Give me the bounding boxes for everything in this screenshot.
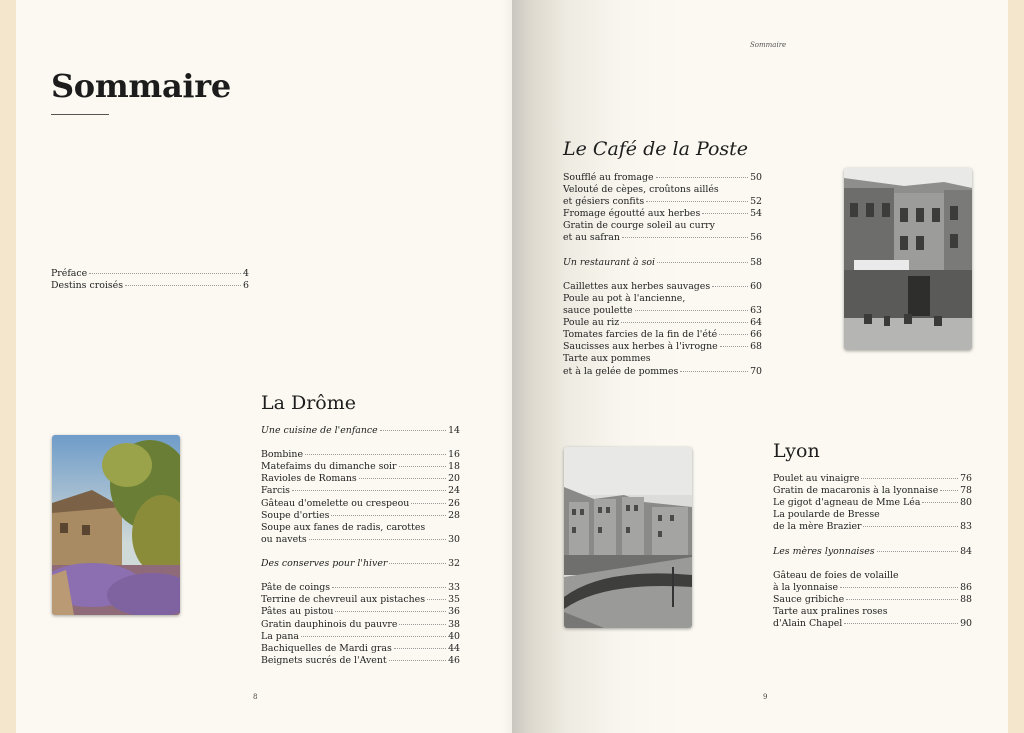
left-page xyxy=(16,0,512,733)
toc-spacer xyxy=(261,570,460,582)
toc-leader xyxy=(394,648,446,649)
toc-entry-title: Gâteau de foies de volaille xyxy=(773,569,899,581)
toc-entry[interactable] xyxy=(261,425,460,437)
toc-page-number: 30 xyxy=(448,533,460,545)
toc-entry[interactable] xyxy=(773,606,972,618)
toc-page-number: 86 xyxy=(960,581,972,593)
toc-entry[interactable] xyxy=(773,485,972,497)
toc-entry-title: Terrine de chevreuil aux pistaches xyxy=(261,594,426,606)
toc-page-number: 38 xyxy=(448,618,460,630)
toc-entry[interactable] xyxy=(261,522,460,534)
toc-entry-title: et au safran xyxy=(563,232,620,244)
toc-page-number: 46 xyxy=(448,654,460,666)
toc-front-matter xyxy=(51,268,249,292)
toc-leader xyxy=(301,636,446,637)
toc-page-number: 83 xyxy=(960,521,972,533)
toc-entry[interactable] xyxy=(773,473,972,485)
toc-entry-title: Tarte aux pommes xyxy=(563,353,651,365)
toc-entry[interactable] xyxy=(773,618,972,630)
toc-page-number: 63 xyxy=(750,305,762,317)
toc-entry-title: Poule au riz xyxy=(563,317,620,329)
toc-entry[interactable] xyxy=(51,280,249,292)
toc-entry-title: Tarte aux pralines roses xyxy=(773,606,888,618)
toc-entry[interactable] xyxy=(563,305,762,317)
toc-entry-title: Soupe d'orties xyxy=(261,509,330,521)
toc-entry-title: Destins croisés xyxy=(51,280,124,292)
toc-drome xyxy=(261,425,460,667)
toc-entry[interactable] xyxy=(261,619,460,631)
toc-entry[interactable] xyxy=(563,172,762,184)
toc-entry-title: Bombine xyxy=(261,449,304,461)
toc-entry[interactable] xyxy=(773,546,972,558)
toc-leader xyxy=(399,466,447,467)
toc-entry[interactable] xyxy=(563,317,762,329)
toc-entry[interactable] xyxy=(261,558,460,570)
toc-leader xyxy=(719,334,748,335)
page-title: Sommaire xyxy=(51,67,231,105)
toc-page-number: 32 xyxy=(448,558,460,570)
toc-entry-title: La pana xyxy=(261,630,300,642)
toc-entry[interactable] xyxy=(261,594,460,606)
photo-lyon-bridge xyxy=(564,447,692,628)
toc-entry[interactable] xyxy=(773,594,972,606)
toc-spacer xyxy=(773,533,972,545)
toc-entry-title: Beignets sucrés de l'Avent xyxy=(261,654,387,666)
toc-page-number: 26 xyxy=(448,497,460,509)
toc-lyon xyxy=(773,473,972,630)
toc-page-number: 24 xyxy=(448,485,460,497)
toc-page-number: 66 xyxy=(750,329,762,341)
toc-entry-title: Pâte de coings xyxy=(261,582,331,594)
toc-page-number: 80 xyxy=(960,497,972,509)
toc-leader xyxy=(89,273,241,274)
toc-entry-title: Saucisses aux herbes à l'ivrogne xyxy=(563,341,718,353)
toc-page-number: 84 xyxy=(960,545,972,557)
toc-page-number: 36 xyxy=(448,606,460,618)
folio-right: 9 xyxy=(763,693,768,701)
toc-page-number: 18 xyxy=(448,461,460,473)
toc-leader xyxy=(305,454,446,455)
toc-leader xyxy=(125,285,241,286)
toc-entry-title: Velouté de cèpes, croûtons aillés xyxy=(563,184,719,196)
toc-leader xyxy=(399,624,446,625)
toc-spacer xyxy=(563,269,762,281)
toc-leader xyxy=(861,478,958,479)
toc-entry[interactable] xyxy=(563,257,762,269)
toc-leader xyxy=(680,371,748,372)
toc-leader xyxy=(331,515,446,516)
toc-entry-title: La poularde de Bresse xyxy=(773,509,880,521)
toc-leader xyxy=(846,599,958,600)
toc-entry[interactable] xyxy=(261,461,460,473)
right-page xyxy=(512,0,1008,733)
toc-entry[interactable] xyxy=(261,631,460,643)
toc-entry[interactable] xyxy=(261,582,460,594)
toc-leader xyxy=(621,322,748,323)
toc-entry[interactable] xyxy=(773,521,972,533)
toc-spacer xyxy=(563,245,762,257)
toc-leader xyxy=(657,262,748,263)
section-title-cafe: Le Café de la Poste xyxy=(563,138,749,160)
toc-spacer xyxy=(773,558,972,570)
toc-entry-title: Soufflé au fromage xyxy=(563,172,654,183)
toc-entry[interactable] xyxy=(261,606,460,618)
toc-entry[interactable] xyxy=(773,570,972,582)
toc-entry[interactable] xyxy=(563,184,762,196)
toc-page-number: 40 xyxy=(448,630,460,642)
toc-page-number: 6 xyxy=(243,280,249,292)
toc-page-number: 64 xyxy=(750,317,762,329)
toc-entry[interactable] xyxy=(261,498,460,510)
toc-entry-title: Soupe aux fanes de radis, carottes xyxy=(261,521,426,533)
toc-leader xyxy=(720,346,748,347)
toc-page-number: 78 xyxy=(960,485,972,497)
toc-entry[interactable] xyxy=(261,655,460,667)
toc-entry-title: et gésiers confits xyxy=(563,196,645,208)
toc-leader xyxy=(389,660,446,661)
toc-page-number: 14 xyxy=(448,425,460,436)
toc-entry-title: Préface xyxy=(51,268,88,279)
toc-entry[interactable] xyxy=(563,220,762,232)
toc-page-number: 58 xyxy=(750,256,762,268)
toc-entry[interactable] xyxy=(563,341,762,353)
toc-page-number: 4 xyxy=(243,268,249,279)
toc-entry-title: Sauce gribiche xyxy=(773,593,845,605)
toc-page-number: 54 xyxy=(750,208,762,220)
toc-spacer xyxy=(261,437,460,449)
toc-leader xyxy=(712,286,748,287)
toc-leader xyxy=(646,201,748,202)
toc-entry[interactable] xyxy=(773,509,972,521)
toc-entry-title: Matefaims du dimanche soir xyxy=(261,461,397,473)
toc-page-number: 56 xyxy=(750,232,762,244)
toc-cafe-de-la-poste xyxy=(563,172,762,378)
toc-page-number: 44 xyxy=(448,642,460,654)
toc-page-number: 16 xyxy=(448,449,460,461)
toc-leader xyxy=(292,490,446,491)
toc-leader xyxy=(656,177,749,178)
toc-entry[interactable] xyxy=(563,366,762,378)
toc-entry[interactable] xyxy=(261,643,460,655)
toc-entry-title: ou navets xyxy=(261,533,307,545)
toc-entry-title: Pâtes au pistou xyxy=(261,606,334,618)
toc-entry[interactable] xyxy=(261,473,460,485)
toc-page-number: 88 xyxy=(960,593,972,605)
toc-page-number: 68 xyxy=(750,341,762,353)
toc-page-number: 76 xyxy=(960,473,972,484)
toc-entry-title: Caillettes aux herbes sauvages xyxy=(563,280,711,292)
toc-page-number: 90 xyxy=(960,618,972,630)
toc-entry-title: Gratin de courge soleil au curry xyxy=(563,220,715,232)
toc-entry[interactable] xyxy=(563,281,762,293)
running-head: Sommaire xyxy=(750,41,787,49)
toc-leader xyxy=(427,599,446,600)
toc-entry-title: à la lyonnaise xyxy=(773,581,839,593)
toc-leader xyxy=(332,587,446,588)
toc-entry-title: Le gigot d'agneau de Mme Léa xyxy=(773,497,921,509)
toc-entry[interactable] xyxy=(773,582,972,594)
toc-entry-title: Une cuisine de l'enfance xyxy=(261,425,378,436)
toc-leader xyxy=(411,503,446,504)
toc-page-number: 60 xyxy=(750,280,762,292)
toc-leader xyxy=(389,563,446,564)
toc-leader xyxy=(622,237,748,238)
toc-entry-title: sauce poulette xyxy=(563,305,633,317)
toc-leader xyxy=(863,526,958,527)
toc-leader xyxy=(922,502,958,503)
toc-entry[interactable] xyxy=(563,293,762,305)
toc-leader xyxy=(309,539,446,540)
toc-spacer xyxy=(261,546,460,558)
toc-entry[interactable] xyxy=(261,449,460,461)
toc-entry[interactable] xyxy=(563,329,762,341)
toc-entry-title: Gratin dauphinois du pauvre xyxy=(261,618,398,630)
toc-entry[interactable] xyxy=(563,353,762,365)
toc-entry[interactable] xyxy=(261,510,460,522)
toc-entry[interactable] xyxy=(261,485,460,497)
toc-entry[interactable] xyxy=(563,196,762,208)
toc-page-number: 33 xyxy=(448,582,460,594)
toc-entry-title: Tomates farcies de la fin de l'été xyxy=(563,329,718,341)
toc-entry-title: Poule au pot à l'ancienne, xyxy=(563,292,686,304)
toc-entry-title: Poulet au vinaigre xyxy=(773,473,860,484)
toc-entry-title: Ravioles de Romans xyxy=(261,473,357,485)
toc-page-number: 70 xyxy=(750,365,762,377)
toc-leader xyxy=(877,551,958,552)
title-rule xyxy=(51,114,109,115)
toc-entry[interactable] xyxy=(563,232,762,244)
toc-entry[interactable] xyxy=(51,268,249,280)
toc-page-number: 35 xyxy=(448,594,460,606)
toc-entry-title: Gratin de macaronis à la lyonnaise xyxy=(773,485,939,497)
toc-entry-title: Farcis xyxy=(261,485,290,497)
toc-entry[interactable] xyxy=(773,497,972,509)
photo-lavender-village xyxy=(52,435,180,615)
toc-entry-title: Bachiquelles de Mardi gras xyxy=(261,642,392,654)
toc-entry-title: d'Alain Chapel xyxy=(773,618,843,630)
toc-leader xyxy=(702,213,748,214)
toc-leader xyxy=(359,478,446,479)
toc-leader xyxy=(380,430,446,431)
toc-entry[interactable] xyxy=(261,534,460,546)
photo-cafe-street xyxy=(844,168,972,350)
toc-entry-title: de la mère Brazier xyxy=(773,521,862,533)
toc-entry[interactable] xyxy=(563,208,762,220)
toc-leader xyxy=(840,587,958,588)
toc-entry-title: Les mères lyonnaises xyxy=(773,545,875,557)
toc-entry-title: et à la gelée de pommes xyxy=(563,365,679,377)
toc-leader xyxy=(940,490,958,491)
folio-left: 8 xyxy=(253,693,258,701)
toc-leader xyxy=(635,310,749,311)
toc-entry-title: Fromage égoutté aux herbes xyxy=(563,208,701,220)
toc-page-number: 28 xyxy=(448,509,460,521)
toc-entry-title: Gâteau d'omelette ou crespeou xyxy=(261,497,410,509)
toc-page-number: 20 xyxy=(448,473,460,485)
toc-entry-title: Un restaurant à soi xyxy=(563,256,656,268)
toc-leader xyxy=(844,623,958,624)
toc-leader xyxy=(335,611,446,612)
section-title-lyon: Lyon xyxy=(773,440,820,462)
gutter-shadow xyxy=(502,0,512,733)
toc-page-number: 52 xyxy=(750,196,762,208)
section-title-drome: La Drôme xyxy=(261,392,356,414)
toc-entry-title: Des conserves pour l'hiver xyxy=(261,558,388,570)
toc-page-number: 50 xyxy=(750,172,762,183)
